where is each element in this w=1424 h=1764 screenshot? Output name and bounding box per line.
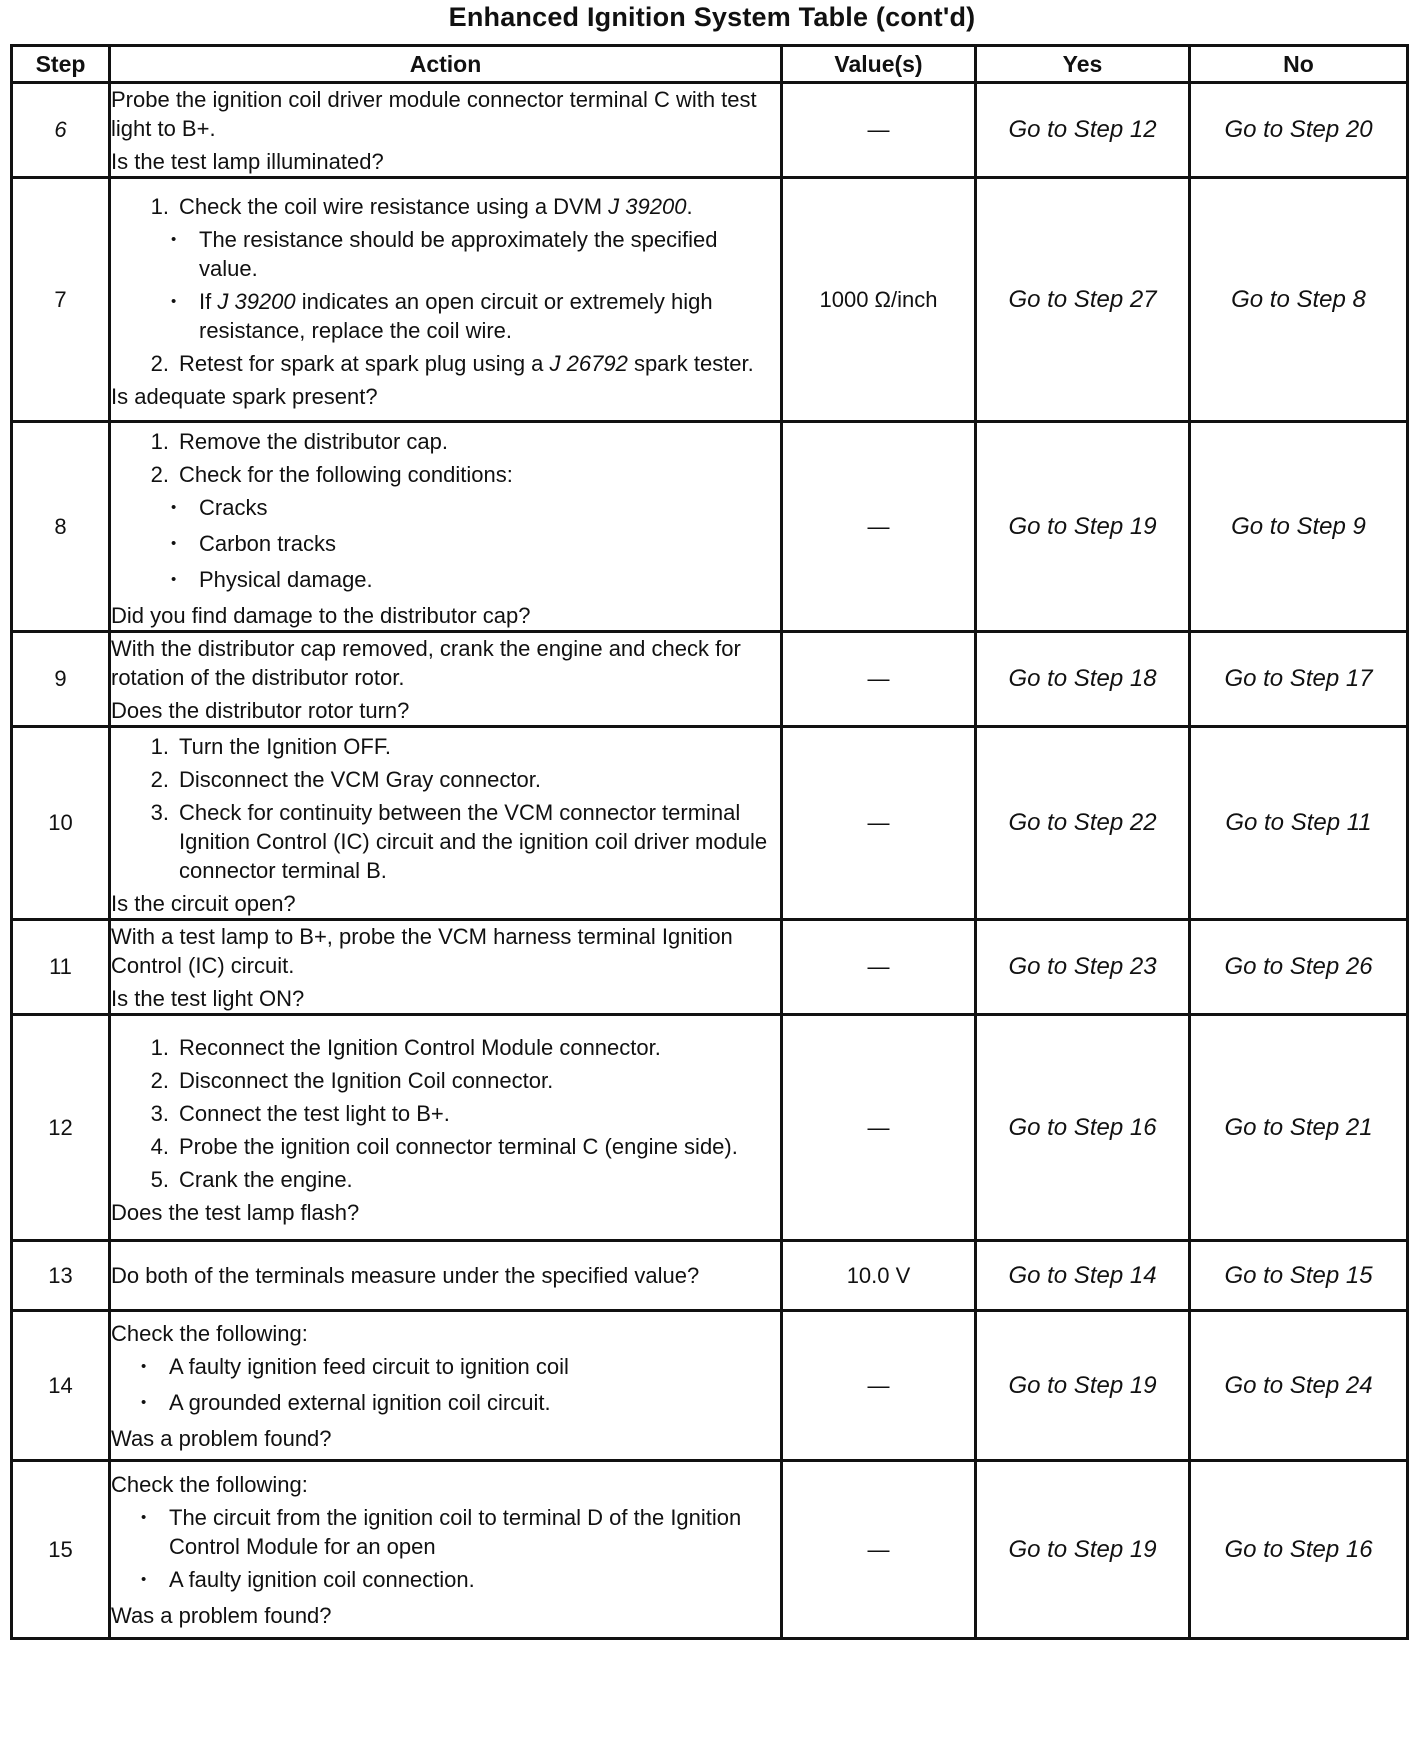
value-cell <box>782 1461 976 1639</box>
list-item <box>111 460 780 489</box>
value-text: — <box>867 1372 890 1398</box>
bullet-icon <box>171 225 199 283</box>
table-row <box>12 727 1408 920</box>
step-number: 14 <box>12 1311 110 1461</box>
bullet-item <box>111 1565 780 1597</box>
table-row <box>12 422 1408 632</box>
action-question: Does the distributor rotor turn? <box>111 697 410 723</box>
header-no: No <box>1190 46 1408 83</box>
action-question: Is the test lamp illuminated? <box>111 148 384 174</box>
list-item <box>111 732 780 761</box>
value-text: — <box>867 1114 890 1140</box>
bullet-icon <box>141 1503 169 1561</box>
bullet-icon <box>171 565 199 597</box>
item-text: Check for continuity between the VCM connector terminal Ignition Control (IC) circuit and the ignition coil driver module connector terminal B. <box>179 800 768 883</box>
yes-cell: Go to Step 16 <box>976 1015 1190 1241</box>
table-row <box>12 1015 1408 1241</box>
step-number: 12 <box>12 1015 110 1241</box>
header-step: Step <box>12 46 110 83</box>
bullet-item <box>111 287 780 345</box>
item-number: 3. <box>150 1100 169 1126</box>
item-number: 3. <box>150 800 169 825</box>
action-question: Does the test lamp flash? <box>111 1199 360 1225</box>
yes-cell: Go to Step 14 <box>976 1241 1190 1311</box>
no-cell: Go to Step 20 <box>1190 83 1408 178</box>
no-cell: Go to Step 21 <box>1190 1015 1408 1241</box>
item-text: Check for the following conditions: <box>179 462 513 487</box>
value-cell <box>782 920 976 1015</box>
value-text: 1000 Ω/inch <box>819 286 938 312</box>
list-item <box>111 1165 780 1194</box>
list-item <box>111 1099 780 1128</box>
bullet-item <box>111 1352 780 1384</box>
item-text: Connect the test light to B+. <box>179 1100 450 1126</box>
bullet-icon <box>141 1352 169 1384</box>
item-number: 1. <box>150 734 169 759</box>
bullet-text: The resistance should be approximately the specified value. <box>199 227 718 281</box>
table-row <box>12 1241 1408 1311</box>
item-text: Probe the ignition coil connector terminal C (engine side). <box>179 1133 738 1159</box>
value-cell <box>782 1015 976 1241</box>
header-values: Value(s) <box>782 46 976 83</box>
bullet-text: If J 39200 indicates an open circuit or extremely high resistance, replace the coil wire. <box>199 289 713 343</box>
step-number: 8 <box>12 422 110 632</box>
item-number: 1. <box>150 429 169 454</box>
no-cell: Go to Step 9 <box>1190 422 1408 632</box>
action-cell <box>110 1015 782 1241</box>
ignition-table <box>10 44 1409 1640</box>
item-text: Reconnect the Ignition Control Module connector. <box>179 1034 661 1060</box>
list-item <box>111 1132 780 1161</box>
item-text: Turn the Ignition OFF. <box>179 734 391 759</box>
step-number: 13 <box>12 1241 110 1311</box>
list-item <box>111 427 780 456</box>
value-cell <box>782 632 976 727</box>
header-action: Action <box>110 46 782 83</box>
bullet-item <box>111 493 780 525</box>
bullet-item <box>111 1503 780 1561</box>
bullet-icon <box>171 529 199 561</box>
bullet-text: A faulty ignition feed circuit to ignition coil <box>169 1353 569 1379</box>
bullet-text: A faulty ignition coil connection. <box>169 1566 475 1592</box>
no-cell: Go to Step 24 <box>1190 1311 1408 1461</box>
item-number: 4. <box>150 1133 169 1159</box>
action-cell <box>110 1311 782 1461</box>
bullet-text: Carbon tracks <box>199 531 336 556</box>
header-yes: Yes <box>976 46 1190 83</box>
action-text: With a test lamp to B+, probe the VCM harness terminal Ignition Control (IC) circuit. <box>111 923 733 978</box>
value-cell <box>782 727 976 920</box>
bullet-text: A grounded external ignition coil circuit. <box>169 1389 551 1415</box>
item-text: Check the coil wire resistance using a DVM J 39200. <box>179 194 693 219</box>
bullet-item <box>111 1388 780 1420</box>
action-question: Was a problem found? <box>111 1425 332 1451</box>
item-number: 5. <box>150 1166 169 1192</box>
table-row <box>12 632 1408 727</box>
step-number: 6 <box>12 83 110 178</box>
action-question: Is the test light ON? <box>111 985 305 1011</box>
action-cell <box>110 1461 782 1639</box>
table-row <box>12 1461 1408 1639</box>
list-item <box>111 1033 780 1062</box>
list-item <box>111 192 780 221</box>
bullet-text: Cracks <box>199 495 268 520</box>
value-text: — <box>867 666 890 691</box>
yes-cell: Go to Step 19 <box>976 422 1190 632</box>
action-cell <box>110 1241 782 1311</box>
no-cell: Go to Step 26 <box>1190 920 1408 1015</box>
item-number: 1. <box>150 1034 169 1060</box>
no-cell: Go to Step 17 <box>1190 632 1408 727</box>
yes-cell: Go to Step 12 <box>976 83 1190 178</box>
step-number: 15 <box>12 1461 110 1639</box>
value-text: — <box>867 513 890 539</box>
yes-cell: Go to Step 22 <box>976 727 1190 920</box>
page-title: Enhanced Ignition System Table (cont'd) <box>448 2 976 32</box>
value-text: — <box>867 954 890 979</box>
bullet-icon <box>171 287 199 345</box>
table-row <box>12 1311 1408 1461</box>
bullet-icon <box>171 493 199 525</box>
item-number: 2. <box>150 462 169 487</box>
yes-cell: Go to Step 19 <box>976 1311 1190 1461</box>
value-cell <box>782 83 976 178</box>
action-cell <box>110 422 782 632</box>
action-cell <box>110 178 782 422</box>
bullet-icon <box>141 1388 169 1420</box>
action-text: Probe the ignition coil driver module connector terminal C with test light to B+. <box>111 86 757 141</box>
action-question: Is adequate spark present? <box>111 384 378 409</box>
bullet-icon <box>141 1565 169 1597</box>
action-question: Did you find damage to the distributor cap? <box>111 603 531 628</box>
value-cell <box>782 422 976 632</box>
action-cell <box>110 83 782 178</box>
action-cell <box>110 632 782 727</box>
bullet-text: The circuit from the ignition coil to terminal D of the Ignition Control Module for an open <box>169 1504 742 1559</box>
bullet-item <box>111 565 780 597</box>
item-text: Disconnect the VCM Gray connector. <box>179 767 541 792</box>
item-number: 2. <box>150 351 169 376</box>
value-text: 10.0 V <box>846 1262 911 1288</box>
item-text: Remove the distributor cap. <box>179 429 449 454</box>
item-text: Disconnect the Ignition Coil connector. <box>179 1067 554 1093</box>
value-cell <box>782 178 976 422</box>
value-cell <box>782 1311 976 1461</box>
value-text: — <box>867 1536 890 1562</box>
yes-cell: Go to Step 19 <box>976 1461 1190 1639</box>
step-number: 9 <box>12 632 110 727</box>
no-cell: Go to Step 11 <box>1190 727 1408 920</box>
no-cell: Go to Step 15 <box>1190 1241 1408 1311</box>
no-cell: Go to Step 16 <box>1190 1461 1408 1639</box>
bullet-text: Physical damage. <box>199 567 373 592</box>
action-text: Do both of the terminals measure under the specified value? <box>111 1263 700 1288</box>
step-number: 7 <box>12 178 110 422</box>
item-number: 2. <box>150 767 169 792</box>
list-item <box>111 798 780 885</box>
bullet-item <box>111 225 780 283</box>
bullet-item <box>111 529 780 561</box>
table-header-row <box>12 46 1408 83</box>
no-cell: Go to Step 8 <box>1190 178 1408 422</box>
item-text: Crank the engine. <box>179 1166 353 1192</box>
table-row <box>12 83 1408 178</box>
step-number: 10 <box>12 727 110 920</box>
list-item <box>111 349 780 378</box>
table-row <box>12 920 1408 1015</box>
action-question: Was a problem found? <box>111 1602 332 1628</box>
yes-cell: Go to Step 18 <box>976 632 1190 727</box>
yes-cell: Go to Step 27 <box>976 178 1190 422</box>
item-number: 1. <box>150 194 169 219</box>
value-text: — <box>867 810 890 835</box>
action-text: Check the following: <box>111 1471 308 1497</box>
item-number: 2. <box>150 1067 169 1093</box>
action-text: Check the following: <box>111 1320 308 1346</box>
item-text: Retest for spark at spark plug using a J 26792 spark tester. <box>179 351 754 376</box>
value-text: — <box>867 117 890 142</box>
yes-cell: Go to Step 23 <box>976 920 1190 1015</box>
value-cell <box>782 1241 976 1311</box>
action-question: Is the circuit open? <box>111 891 296 916</box>
table-row <box>12 178 1408 422</box>
list-item <box>111 1066 780 1095</box>
action-cell <box>110 727 782 920</box>
step-number: 11 <box>12 920 110 1015</box>
action-text: With the distributor cap removed, crank the engine and check for rotation of the distributor rotor. <box>111 635 741 690</box>
action-cell <box>110 920 782 1015</box>
list-item <box>111 765 780 794</box>
